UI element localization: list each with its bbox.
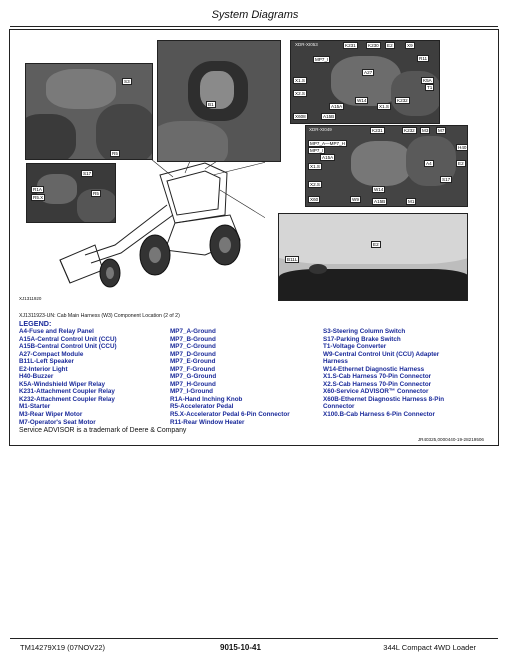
figure-caption: XJ1311923-UN: Cab Main Harness (W3) Component Location (2 of 2) [19,313,180,319]
legend-item: M3-Rear Wiper Motor [19,411,83,419]
document-id: JR40325,0000440-19-28219506 [417,437,484,442]
legend-item: M7-Operator's Seat Motor [19,418,96,426]
footer-tm-number: TM14279X19 (07NOV22) [20,643,106,652]
callout-label: MP7_I [315,57,329,62]
callout-label: X60 [310,197,319,202]
callout-label: X2.S [295,91,305,96]
legend-item: Harness [323,358,348,366]
callout-label: K5A [423,78,432,83]
callout-label: W9 [352,197,359,202]
legend-item: R5.X-Accelerator Pedal 6-Pin Connector [170,411,290,419]
callout-label: R5 [112,151,118,156]
legend-item: A4-Fuse and Relay Panel [19,328,94,335]
legend-column-2 [170,328,290,426]
legend-item: A15B-Central Control Unit (CCU) [19,343,117,351]
callout-label: W14 [357,98,367,103]
callout-label: X2.S [310,182,320,187]
callout-label: A15B [323,114,335,119]
legend-item: MP7_G-Ground [170,373,217,381]
callout-label: A4 [426,161,432,166]
legend-item: S17-Parking Brake Switch [323,335,401,343]
legend-item: MP7_B-Ground [170,335,216,343]
legend-item: MP7_C-Ground [170,343,216,351]
legend-item: H40-Buzzer [19,373,54,381]
legend-item: R1A-Hand Inching Knob [170,395,243,403]
legend-item: K5A-Windshield Wiper Relay [19,380,105,388]
header-rule [10,26,498,27]
callout-label: A15B [374,199,386,204]
photo-pedal-area [26,163,116,223]
callout-label: S3 [124,79,130,84]
legend-item: T1-Voltage Converter [323,343,387,351]
trademark-note: Service ADVISOR is a trademark of Deere & Company [19,427,187,434]
callout-label: B1 [208,102,214,107]
callout-label: M7 [438,128,445,133]
legend-item: W9-Central Control Unit (CCU) Adapter [323,350,440,358]
callout-label: R11 [419,56,428,61]
callout-label: X1.S [295,78,305,83]
callout-label: K231 [372,128,383,133]
callout-label: M1 [408,199,415,204]
callout-label: K230 [368,43,379,48]
callout-label: E2 [458,161,464,166]
photo-steering-column [25,63,153,160]
legend-item: Connector [323,403,355,411]
photo-seat-area [157,40,281,162]
photo-headliner [278,213,468,301]
callout-label: R1A [33,187,42,192]
legend-item: X60-Service ADVISOR™ Connector [323,388,429,396]
callout-label: H40 [458,145,467,150]
legend-item: M1-Starter [19,403,51,411]
legend-item: MP7_E-Ground [170,358,216,366]
callout-label: X1.S [310,164,320,169]
callout-label: E2 [387,43,393,48]
legend-item: K231-Attachment Coupler Relay [19,388,115,396]
callout-label: K231 [345,43,356,48]
legend-item: MP7_I-Ground [170,388,214,396]
callout-label: X1.S [379,104,389,109]
footer-rule [10,638,498,639]
callout-label: X608 [295,114,306,119]
legend-item: MP7_H-Ground [170,380,216,388]
legend-item: MP7_D-Ground [170,350,216,358]
callout-label: E2 [373,242,379,247]
legend-column-3 [323,328,444,419]
callout-label: S17 [442,177,451,182]
legend-item: W14-Ethernet Diagnostic Harness [323,365,425,373]
legend-item: S3-Steering Column Switch [323,328,406,335]
legend-item: R11-Rear Window Heater [170,418,245,426]
callout-label: A15A [331,104,343,109]
callout-label: K232 [404,128,415,133]
callout-label: W14 [374,187,384,192]
legend-item: A15A-Central Control Unit (CCU) [19,335,117,343]
legend-title: LEGEND: [19,319,52,328]
callout-label: X9 [407,43,413,48]
footer-model-name: 344L Compact 4WD Loader [383,643,476,652]
callout-label: MP7_I [310,148,324,153]
section-title: System Diagrams [211,9,299,21]
legend-item: MP7_F-Ground [170,365,216,373]
legend-item: K232-Attachment Coupler Relay [19,395,115,403]
footer-page-number: 9015-10-41 [220,643,261,652]
legend-item: E2-Interior Light [19,365,68,373]
legend-item: X2.S-Cab Harness 70-Pin Connector [323,380,432,388]
legend-item: X60B-Ethernet Diagnostic Harness 8-Pin [323,395,445,403]
photo-fuse-panel: XDR-XI053 X2.S A15A K231 K230 E2 X9 A27 X1.S K5A T1 W14 MP7_I X608 R11 X1.S A15B K232 [290,40,440,124]
callout-label: S17 [83,171,92,176]
callout-label: MP7_A—MP7_H [310,141,345,146]
legend-column-1 [19,328,117,426]
callout-label: T1 [427,85,433,90]
photo-ccu-area: XDR-XI049 MP7_A—MP7_H MP7_I K231 K232 M3 M7 H40 A15A X1.S X2.S W14 A4 X60 W9 A15B M1 S17 E2 [305,125,468,207]
legend-item: A27-Compact Module [19,350,84,358]
callout-label: A27 [364,70,373,75]
legend-item: X1.S-Cab Harness 70-Pin Connector [323,373,432,381]
legend-item: R5-Accelerator Pedal [170,403,234,411]
figure-reference: XJ1311920 [19,296,42,301]
callout-label: K232 [397,98,408,103]
callout-label: R5.X [33,195,44,200]
callout-label: B11L [287,257,298,262]
legend-item: MP7_A-Ground [170,328,216,335]
legend-item: X100.B-Cab Harness 6-Pin Connector [323,411,435,419]
callout-label: R5 [93,191,99,196]
legend-item: B11L-Left Speaker [19,358,74,366]
callout-label: A15A [322,155,334,160]
callout-label: M3 [422,128,429,133]
